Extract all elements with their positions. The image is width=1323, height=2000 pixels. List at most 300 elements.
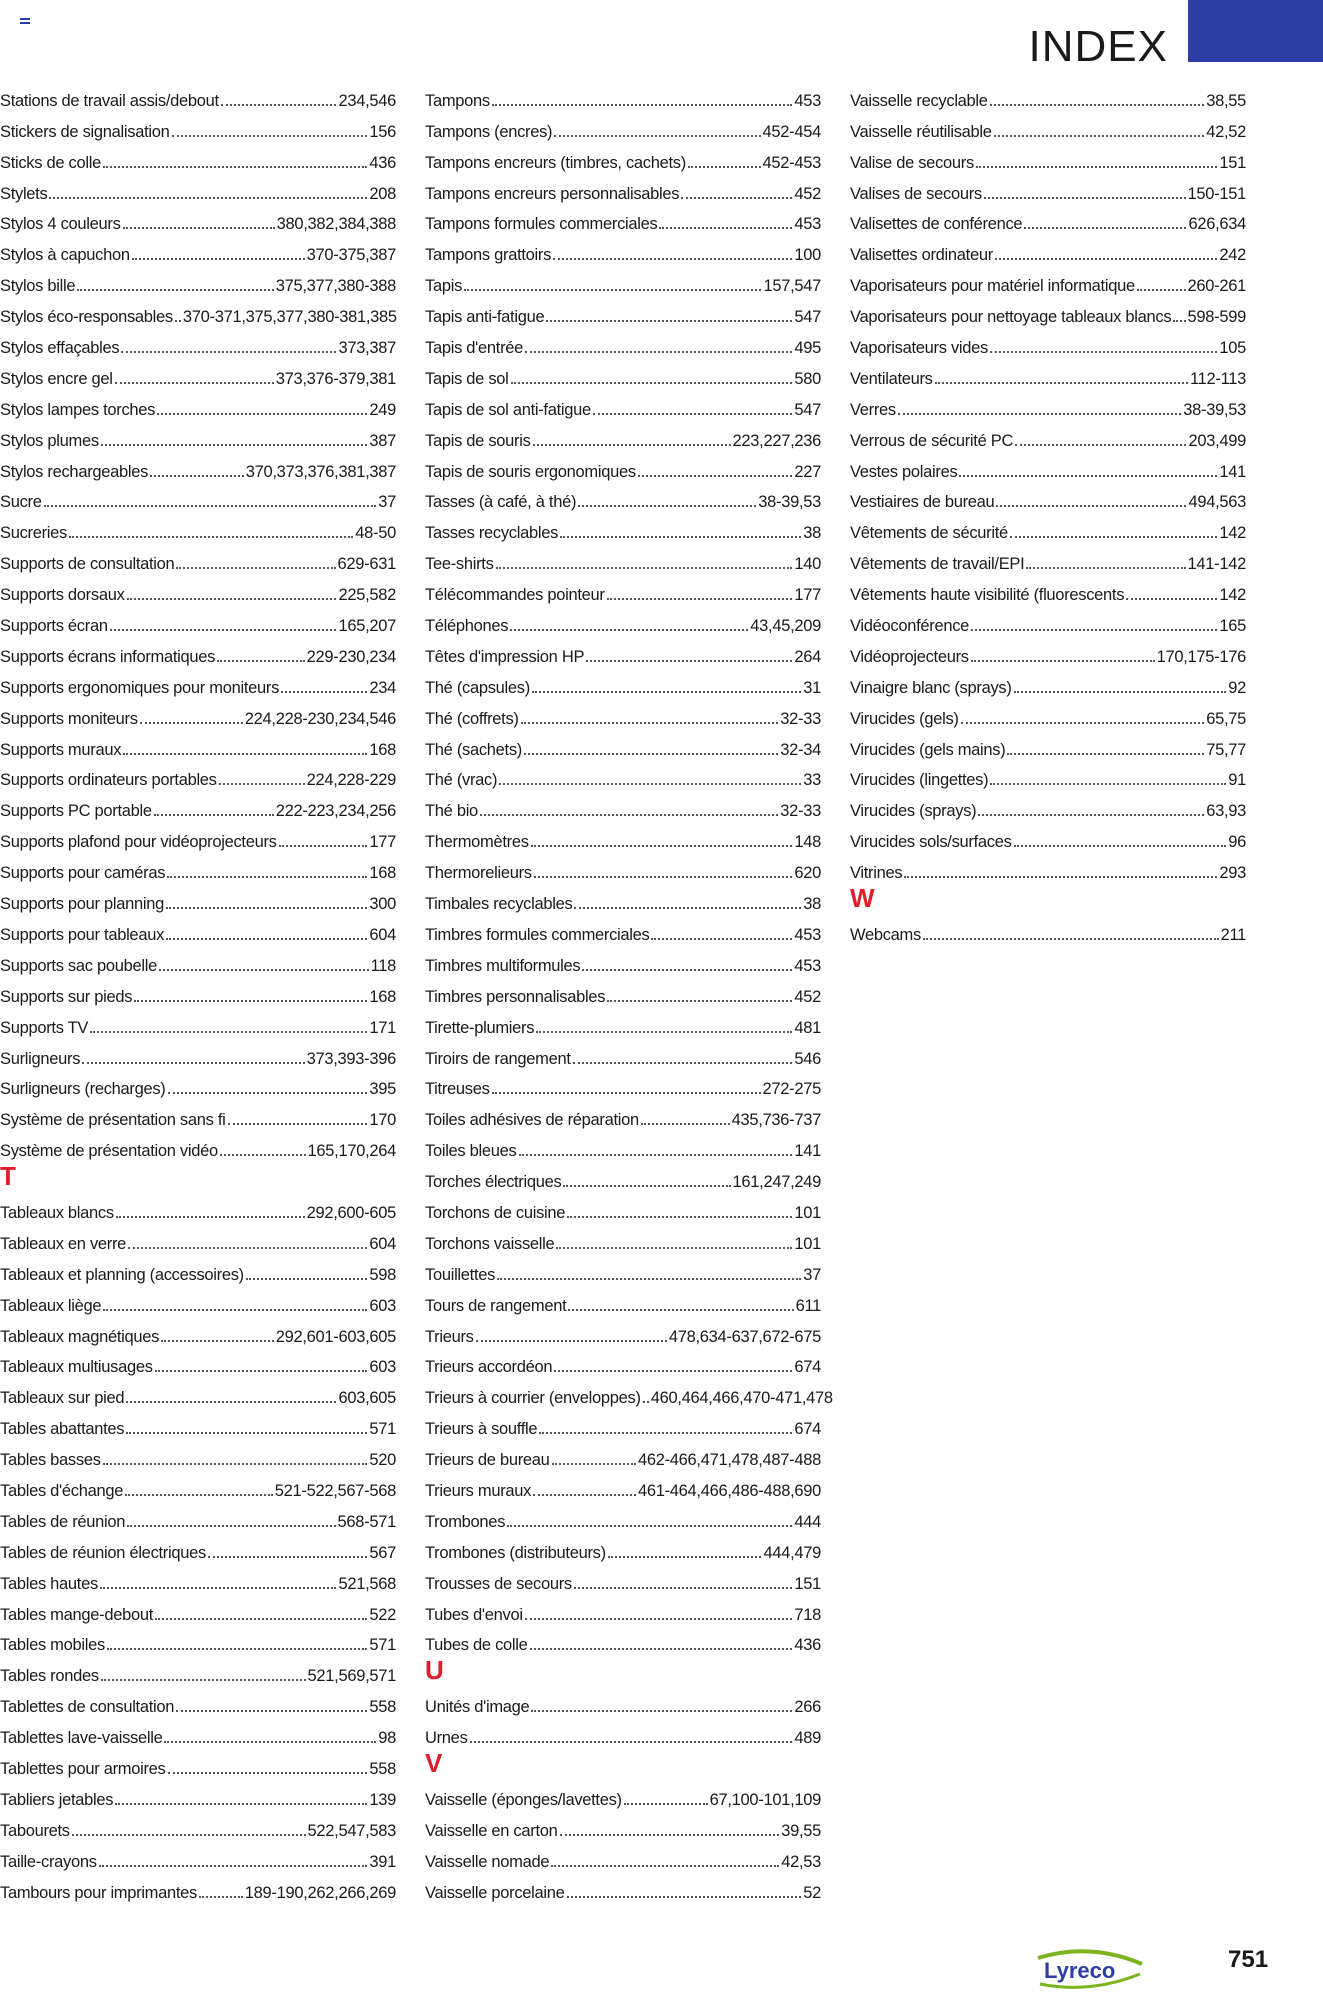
index-entry xyxy=(0,327,396,358)
index-entry xyxy=(850,451,1246,482)
index-entry xyxy=(850,790,1246,821)
entry-pages: 620 xyxy=(794,864,821,883)
dot-leader xyxy=(959,475,1217,477)
dot-leader xyxy=(154,814,274,816)
entry-term: Thermorelieurs xyxy=(425,864,532,883)
entry-term: Tables de réunion électriques xyxy=(0,1543,206,1562)
dot-leader xyxy=(971,660,1155,662)
index-entry xyxy=(0,1532,396,1563)
dot-leader xyxy=(476,1340,667,1342)
index-entry xyxy=(850,512,1246,543)
entry-pages: 63,93 xyxy=(1206,802,1246,821)
index-entry xyxy=(850,729,1246,760)
entry-pages: 435,736-737 xyxy=(731,1111,821,1130)
entry-pages: 168 xyxy=(369,740,396,759)
index-entry xyxy=(425,821,821,852)
index-entry xyxy=(850,265,1246,296)
dot-leader xyxy=(996,505,1186,507)
entry-term: Vestes polaires xyxy=(850,462,958,481)
entry-pages: 225,582 xyxy=(338,586,396,605)
index-entry xyxy=(425,1038,821,1069)
index-entry xyxy=(0,1377,396,1408)
entry-term: Vêtements de travail/EPI xyxy=(850,555,1025,574)
entry-term: Vestiaires de bureau xyxy=(850,493,995,512)
entry-term: Stations de travail assis/debout xyxy=(0,91,219,110)
dot-leader xyxy=(608,1556,762,1558)
dot-leader xyxy=(510,629,748,631)
entry-pages: 165 xyxy=(1219,617,1246,636)
entry-pages: 568-571 xyxy=(337,1512,396,1531)
dot-leader xyxy=(990,783,1226,785)
dot-leader xyxy=(497,1278,801,1280)
entry-pages: 674 xyxy=(794,1358,821,1377)
index-entry xyxy=(850,358,1246,389)
entry-term: Supports ordinateurs portables xyxy=(0,771,217,790)
index-entry xyxy=(425,1779,821,1810)
index-entry xyxy=(0,636,396,667)
entry-term: Supports écran xyxy=(0,617,108,636)
entry-term: Supports PC portable xyxy=(0,802,152,821)
dot-leader xyxy=(492,1092,761,1094)
dot-leader xyxy=(923,938,1219,940)
entry-pages: 151 xyxy=(794,1574,821,1593)
entry-term: Tables de réunion xyxy=(0,1512,126,1531)
index-entry xyxy=(425,605,821,636)
index-entry xyxy=(850,327,1246,358)
dot-leader xyxy=(898,413,1181,415)
entry-pages: 373,387 xyxy=(338,339,396,358)
entry-term: Tapis d'entrée xyxy=(425,339,524,358)
index-entry xyxy=(0,1099,396,1130)
entry-pages: 242 xyxy=(1219,246,1246,265)
entry-pages: 75,77 xyxy=(1206,740,1246,759)
dot-leader xyxy=(574,1587,793,1589)
entry-pages: 208 xyxy=(369,184,396,203)
entry-pages: 495 xyxy=(794,339,821,358)
entry-pages: 603 xyxy=(369,1358,396,1377)
entry-pages: 373,376-379,381 xyxy=(275,369,396,388)
dot-leader xyxy=(140,722,243,724)
entry-term: Supports sac poubelle xyxy=(0,956,157,975)
dot-leader xyxy=(536,1031,792,1033)
entry-term: Timbales recyclables xyxy=(425,895,573,914)
dot-leader xyxy=(101,1679,306,1681)
index-entry xyxy=(425,482,821,513)
entry-term: Tampons (encres) xyxy=(425,122,553,141)
entry-pages: 203,499 xyxy=(1188,431,1246,450)
entry-term: Ventilateurs xyxy=(850,369,933,388)
entry-term: Vidéoprojecteurs xyxy=(850,647,969,666)
entry-term: Trieurs de bureau xyxy=(425,1451,550,1470)
entry-term: Supports plafond pour vidéoprojecteurs xyxy=(0,833,277,852)
index-entry xyxy=(0,80,396,111)
entry-term: Titreuses xyxy=(425,1080,490,1099)
entry-term: Têtes d'impression HP xyxy=(425,647,585,666)
index-entry xyxy=(0,1130,396,1161)
section-letter: T xyxy=(0,1161,16,1192)
dot-leader xyxy=(470,1741,793,1743)
dot-leader xyxy=(99,1865,368,1867)
entry-pages: 141 xyxy=(1219,462,1246,481)
dot-leader xyxy=(681,197,792,199)
entry-pages: 604 xyxy=(369,925,396,944)
index-entry xyxy=(0,821,396,852)
entry-term: Supports moniteurs xyxy=(0,709,138,728)
entry-term: Tables mobiles xyxy=(0,1636,105,1655)
entry-term: Virucides (gels) xyxy=(850,709,959,728)
index-entry xyxy=(425,852,821,883)
entry-pages: 375,377,380-388 xyxy=(275,277,396,296)
dot-leader xyxy=(994,135,1205,137)
entry-term: Tapis de souris ergonomiques xyxy=(425,462,636,481)
header-color-block xyxy=(1188,0,1323,62)
index-entry xyxy=(0,1439,396,1470)
entry-term: Webcams xyxy=(850,925,921,944)
entry-term: Vaisselle réutilisable xyxy=(850,122,992,141)
entry-pages: 603,605 xyxy=(338,1389,396,1408)
index-entry xyxy=(425,80,821,111)
index-entry xyxy=(0,698,396,729)
dot-leader xyxy=(1014,691,1227,693)
entry-term: Tables basses xyxy=(0,1451,101,1470)
entry-pages: 161,247,249 xyxy=(732,1173,821,1192)
entry-term: Vinaigre blanc (sprays) xyxy=(850,678,1012,697)
entry-pages: 139 xyxy=(369,1790,396,1809)
dot-leader xyxy=(519,1154,793,1156)
dot-leader xyxy=(1137,289,1186,291)
index-entry xyxy=(0,173,396,204)
entry-pages: 156 xyxy=(369,122,396,141)
index-entry xyxy=(0,1717,396,1748)
entry-pages: 170 xyxy=(369,1111,396,1130)
entry-term: Toiles bleues xyxy=(425,1142,517,1161)
dot-leader xyxy=(641,1123,730,1125)
entry-pages: 31 xyxy=(803,678,821,697)
entry-term: Tapis de souris xyxy=(425,431,531,450)
dot-leader xyxy=(624,1803,708,1805)
entry-term: Vidéoconférence xyxy=(850,617,970,636)
index-entry xyxy=(425,1130,821,1161)
index-entry xyxy=(0,1872,396,1903)
entry-pages: 222-223,234,256 xyxy=(275,802,396,821)
entry-term: Vêtements de sécurité xyxy=(850,524,1008,543)
dot-leader xyxy=(539,1432,792,1434)
entry-term: Sticks de colle xyxy=(0,153,101,172)
index-entry xyxy=(0,852,396,883)
dot-leader xyxy=(125,1494,273,1496)
entry-pages: 65,75 xyxy=(1206,709,1246,728)
dot-leader xyxy=(127,598,337,600)
index-entry xyxy=(0,574,396,605)
entry-term: Tambours pour imprimantes xyxy=(0,1883,197,1902)
dot-leader xyxy=(935,382,1188,384)
entry-pages: 48-50 xyxy=(355,524,396,543)
entry-term: Tiroirs de rangement xyxy=(425,1049,571,1068)
entry-term: Vêtements haute visibilité (fluorescents xyxy=(850,586,1125,605)
dot-leader xyxy=(221,104,337,106)
dot-leader xyxy=(82,1062,304,1064)
index-entry xyxy=(0,543,396,574)
entry-pages: 32-33 xyxy=(780,709,821,728)
dot-leader xyxy=(556,1247,792,1249)
dot-leader xyxy=(554,1370,792,1372)
dot-leader xyxy=(164,1741,376,1743)
dot-leader xyxy=(593,413,793,415)
dot-leader xyxy=(176,567,335,569)
index-entry xyxy=(850,543,1246,574)
entry-pages: 718 xyxy=(794,1605,821,1624)
dot-leader xyxy=(100,1587,337,1589)
entry-term: Supports dorsaux xyxy=(0,586,125,605)
index-entry xyxy=(0,1655,396,1686)
index-entry xyxy=(425,914,821,945)
entry-term: Tampons encreurs (timbres, cachets) xyxy=(425,153,686,172)
index-entry xyxy=(0,204,396,235)
dot-leader xyxy=(69,536,353,538)
index-column-2 xyxy=(425,80,833,1903)
entry-pages: 604 xyxy=(369,1234,396,1253)
entry-pages: 444,479 xyxy=(763,1543,821,1562)
index-entry xyxy=(850,914,1246,945)
entry-pages: 598-599 xyxy=(1187,308,1246,327)
index-entry xyxy=(0,234,396,265)
index-entry xyxy=(0,358,396,389)
entry-term: Supports pour planning xyxy=(0,895,165,914)
index-entry xyxy=(0,1285,396,1316)
index-entry xyxy=(850,80,1246,111)
entry-term: Stylos effaçables xyxy=(0,339,120,358)
entry-term: Système de présentation sans fi xyxy=(0,1111,226,1130)
index-entry xyxy=(0,605,396,636)
dot-leader xyxy=(107,1648,367,1650)
entry-pages: 170,175-176 xyxy=(1156,647,1246,666)
entry-pages: 370-371,375,377,380-381,385 xyxy=(182,308,397,327)
entry-pages: 112-113 xyxy=(1189,369,1246,388)
index-entry xyxy=(0,420,396,451)
dot-leader xyxy=(150,475,244,477)
dot-leader xyxy=(1007,753,1204,755)
entry-term: Stylos encre gel xyxy=(0,369,113,388)
entry-pages: 101 xyxy=(794,1203,821,1222)
entry-term: Trieurs à souffle xyxy=(425,1420,538,1439)
index-entry xyxy=(850,574,1246,605)
entry-pages: 571 xyxy=(369,1420,396,1439)
entry-pages: 370,373,376,381,387 xyxy=(245,462,396,481)
dot-leader xyxy=(507,1525,792,1527)
dot-leader xyxy=(161,1340,274,1342)
entry-pages: 42,52 xyxy=(1206,122,1246,141)
index-entry xyxy=(425,1347,821,1378)
entry-pages: 489 xyxy=(794,1729,821,1748)
dot-leader xyxy=(480,814,778,816)
dot-leader xyxy=(159,969,369,971)
entry-pages: 67,100-101,109 xyxy=(709,1790,821,1809)
dot-leader xyxy=(217,660,305,662)
entry-term: Timbres multiformules xyxy=(425,956,581,975)
entry-pages: 42,53 xyxy=(781,1852,821,1871)
entry-pages: 546 xyxy=(794,1049,821,1068)
entry-pages: 177 xyxy=(369,833,396,852)
index-entry xyxy=(0,1470,396,1501)
index-entry xyxy=(0,451,396,482)
dot-leader xyxy=(531,845,793,847)
index-entry xyxy=(0,1686,396,1717)
entry-pages: 37 xyxy=(803,1265,821,1284)
dot-leader xyxy=(44,505,377,507)
entry-pages: 452 xyxy=(794,184,821,203)
index-entry xyxy=(0,760,396,791)
entry-term: Tableaux liège xyxy=(0,1296,102,1315)
entry-pages: 38-39,53 xyxy=(758,493,821,512)
index-entry xyxy=(425,327,821,358)
entry-pages: 33 xyxy=(803,771,821,790)
entry-pages: 520 xyxy=(369,1451,396,1470)
entry-term: Tableaux blancs xyxy=(0,1203,114,1222)
index-entry xyxy=(0,790,396,821)
entry-term: Tableaux et planning (accessoires) xyxy=(0,1265,244,1284)
entry-pages: 370-375,387 xyxy=(306,246,396,265)
dot-leader xyxy=(121,351,336,353)
index-entry xyxy=(425,1069,821,1100)
entry-pages: 452-453 xyxy=(762,153,821,172)
entry-pages: 567 xyxy=(369,1543,396,1562)
index-entry xyxy=(850,296,1246,327)
entry-pages: 521,569,571 xyxy=(307,1667,396,1686)
index-entry xyxy=(0,1069,396,1100)
lyreco-logo xyxy=(1030,1944,1148,1990)
dot-leader xyxy=(651,938,792,940)
entry-term: Tableaux multiusages xyxy=(0,1358,153,1377)
dot-leader xyxy=(554,135,760,137)
entry-pages: 224,228-230,234,546 xyxy=(244,709,396,728)
entry-term: Vaisselle nomade xyxy=(425,1852,550,1871)
entry-term: Tableaux magnétiques xyxy=(0,1327,160,1346)
entry-term: Tampons formules commerciales xyxy=(425,215,658,234)
index-entry xyxy=(425,296,821,327)
dot-leader xyxy=(563,1185,730,1187)
entry-term: Supports pour caméras xyxy=(0,864,166,883)
index-entry xyxy=(425,1285,821,1316)
entry-pages: 101 xyxy=(794,1234,821,1253)
entry-pages: 229-230,234 xyxy=(306,647,396,666)
index-entry xyxy=(425,265,821,296)
entry-term: Système de présentation vidéo xyxy=(0,1142,218,1161)
index-entry xyxy=(850,852,1246,883)
entry-term: Vaisselle porcelaine xyxy=(425,1883,565,1902)
index-entry xyxy=(425,1254,821,1285)
dot-leader xyxy=(166,907,367,909)
entry-pages: 38 xyxy=(803,895,821,914)
entry-term: Tasses recyclables xyxy=(425,524,559,543)
entry-pages: 444 xyxy=(794,1512,821,1531)
entry-pages: 292,600-605 xyxy=(306,1203,396,1222)
dot-leader xyxy=(567,1896,802,1898)
index-entry xyxy=(0,142,396,173)
entry-pages: 100 xyxy=(794,246,821,265)
dot-leader xyxy=(567,1216,792,1218)
entry-pages: 558 xyxy=(369,1698,396,1717)
entry-pages: 547 xyxy=(794,400,821,419)
entry-term: Tapis de sol anti-fatigue xyxy=(425,400,591,419)
dot-leader xyxy=(281,691,367,693)
dot-leader xyxy=(115,1803,367,1805)
entry-term: Tableaux en verre xyxy=(0,1234,127,1253)
entry-term: Toiles adhésives de réparation xyxy=(425,1111,639,1130)
entry-pages: 674 xyxy=(794,1420,821,1439)
entry-pages: 151 xyxy=(1219,153,1246,172)
entry-term: Vaisselle recyclable xyxy=(850,91,988,110)
index-entry xyxy=(0,729,396,760)
dot-leader xyxy=(103,1463,368,1465)
dot-leader xyxy=(208,1556,367,1558)
entry-pages: 452 xyxy=(794,987,821,1006)
entry-pages: 150-151 xyxy=(1187,184,1246,203)
entry-term: Virucides (gels mains) xyxy=(850,740,1006,759)
index-column-1 xyxy=(0,80,396,1903)
index-entry xyxy=(425,1161,821,1192)
dot-leader xyxy=(155,1618,367,1620)
entry-pages: 96 xyxy=(1228,833,1246,852)
index-entry xyxy=(850,234,1246,265)
entry-term: Tablettes pour armoires xyxy=(0,1759,166,1778)
dot-leader xyxy=(1024,227,1186,229)
entry-term: Surligneurs (recharges) xyxy=(0,1080,166,1099)
entry-term: Tubes d'envoi xyxy=(425,1605,523,1624)
entry-pages: 478,634-637,672-675 xyxy=(668,1327,821,1346)
index-entry xyxy=(425,512,821,543)
index-entry xyxy=(425,1532,821,1563)
entry-term: Stylets xyxy=(0,184,48,203)
entry-term: Supports ergonomiques pour moniteurs xyxy=(0,678,280,697)
dot-leader xyxy=(134,1000,367,1002)
dot-leader xyxy=(175,320,181,322)
entry-term: Valisettes ordinateur xyxy=(850,246,993,265)
dot-leader xyxy=(499,783,801,785)
entry-term: Tables hautes xyxy=(0,1574,98,1593)
entry-term: Téléphones xyxy=(425,617,509,636)
index-entry xyxy=(425,204,821,235)
entry-pages: 249 xyxy=(369,400,396,419)
dot-leader xyxy=(995,258,1217,260)
entry-pages: 395 xyxy=(369,1080,396,1099)
entry-term: Vaporisateurs pour matériel informatique xyxy=(850,277,1135,296)
entry-pages: 148 xyxy=(794,833,821,852)
entry-pages: 598 xyxy=(369,1265,396,1284)
dot-leader xyxy=(568,1309,793,1311)
entry-term: Thé (sachets) xyxy=(425,740,522,759)
index-entry xyxy=(850,605,1246,636)
entry-pages: 460,464,466,470-471,478 xyxy=(650,1389,833,1408)
dot-leader xyxy=(607,598,793,600)
index-entry xyxy=(425,1872,821,1903)
entry-pages: 171 xyxy=(369,1018,396,1037)
dot-leader xyxy=(127,1525,335,1527)
entry-term: Trieurs accordéon xyxy=(425,1358,553,1377)
entry-term: Torchons vaisselle xyxy=(425,1234,555,1253)
index-entry xyxy=(850,636,1246,667)
index-entry xyxy=(850,667,1246,698)
dot-leader xyxy=(116,1216,305,1218)
index-entry xyxy=(425,1408,821,1439)
dot-leader xyxy=(172,135,368,137)
entry-term: Tabliers jetables xyxy=(0,1790,114,1809)
entry-term: Vaisselle (éponges/lavettes) xyxy=(425,1790,622,1809)
dot-leader xyxy=(976,166,1217,168)
entry-term: Tapis xyxy=(425,277,463,296)
entry-pages: 140 xyxy=(794,555,821,574)
entry-term: Touillettes xyxy=(425,1265,496,1284)
dot-leader xyxy=(530,1648,793,1650)
